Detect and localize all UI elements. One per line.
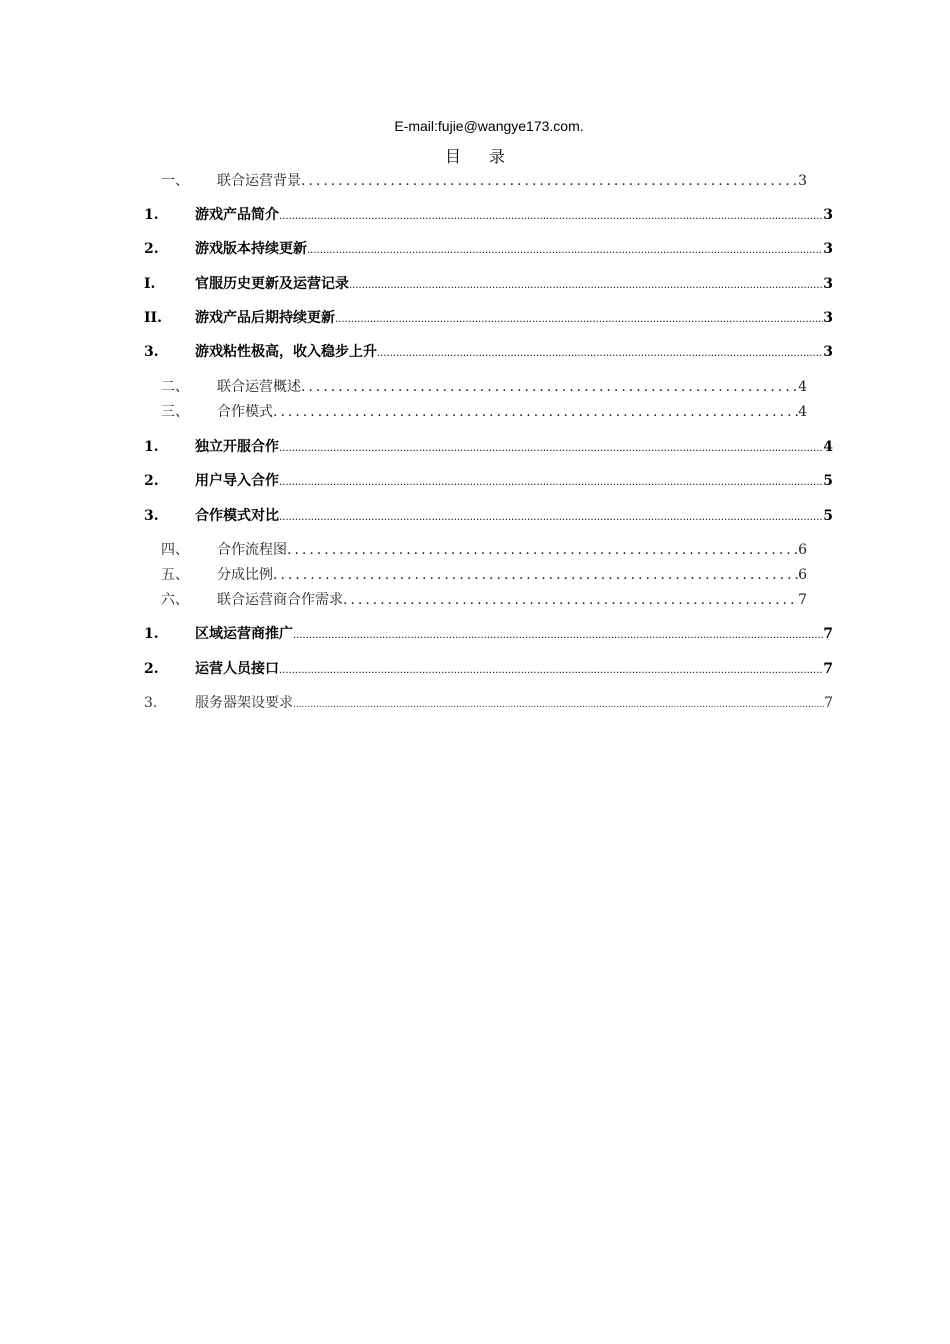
toc-entry-number: 四、	[161, 542, 189, 558]
toc-entry-title: 运营人员接口	[195, 661, 279, 677]
toc-entry-page: 3	[823, 207, 833, 223]
toc-entry[interactable]	[144, 238, 833, 258]
toc-entry-title: 游戏粘性极高，收入稳步上升	[195, 344, 377, 360]
toc-entry[interactable]	[144, 204, 833, 224]
toc-leader-dots	[343, 592, 798, 608]
toc-entry-page: 5	[823, 473, 833, 489]
toc-entry-title: 分成比例	[217, 567, 273, 583]
toc-leader-dots	[293, 630, 823, 641]
toc-entry-title: 合作模式对比	[195, 508, 279, 524]
toc-entry-number: 三、	[161, 404, 189, 420]
toc-entry-number: 1.	[144, 626, 159, 642]
toc-entry-page: 7	[823, 626, 833, 642]
toc-entry[interactable]	[144, 436, 833, 456]
toc-entry-number: 2.	[144, 241, 159, 257]
toc-entry[interactable]	[144, 692, 833, 712]
toc-leader-dots	[293, 700, 824, 710]
toc-entry[interactable]	[161, 564, 807, 584]
email-line: E-mail:fujie@wangye173.com.	[394, 118, 584, 134]
toc-entry-page: 6	[798, 542, 807, 558]
toc-entry[interactable]	[144, 623, 833, 643]
toc-leader-dots	[335, 314, 823, 325]
toc-entry-page: 3	[798, 173, 807, 189]
toc-entry-number: 一、	[161, 173, 189, 189]
toc-title: 目录	[444, 147, 533, 166]
toc-leader-dots	[301, 173, 798, 189]
toc-entry-number: II.	[144, 310, 162, 326]
toc-entry-page: 3	[823, 241, 833, 257]
toc-leader-dots	[273, 404, 798, 420]
toc-entry-page: 7	[823, 661, 833, 677]
toc-entry-number: 1.	[144, 439, 159, 455]
toc-entry-number: 2.	[144, 661, 159, 677]
toc-entry-title: 游戏版本持续更新	[195, 241, 307, 257]
toc-leader-dots	[273, 567, 798, 583]
toc-entry-title: 服务器架设要求	[195, 695, 293, 711]
toc-entry[interactable]	[144, 505, 833, 525]
toc-entry-page: 5	[823, 508, 833, 524]
toc-entry-title: 合作流程图	[217, 542, 287, 558]
toc-leader-dots	[377, 348, 823, 359]
toc-entry[interactable]	[161, 170, 807, 190]
toc-entry-title: 合作模式	[217, 404, 273, 420]
toc-entry-page: 3	[823, 310, 833, 326]
toc-entry-title: 联合运营商合作需求	[217, 592, 343, 608]
toc-leader-dots	[279, 512, 823, 523]
toc-entry-title: 区域运营商推广	[195, 626, 293, 642]
toc-entry-number: 2.	[144, 473, 159, 489]
toc-entry-number: 3.	[144, 508, 159, 524]
toc-entry-page: 7	[824, 695, 833, 711]
toc-entry[interactable]	[161, 376, 807, 396]
toc-leader-dots	[301, 379, 798, 395]
toc-leader-dots	[279, 477, 823, 488]
toc-entry-page: 7	[798, 592, 807, 608]
toc-entry-title: 联合运营背景	[217, 173, 301, 189]
toc-entry[interactable]	[144, 307, 833, 327]
toc-entry-title: 联合运营概述	[217, 379, 301, 395]
toc-entry-page: 6	[798, 567, 807, 583]
toc-entry[interactable]	[144, 470, 833, 490]
toc-leader-dots	[307, 245, 823, 256]
toc-entry-page: 4	[798, 404, 807, 420]
toc-entry-number: 1.	[144, 207, 159, 223]
toc-entry[interactable]	[144, 658, 833, 678]
toc-leader-dots	[279, 443, 823, 454]
toc-entry-number: 二、	[161, 379, 189, 395]
toc-entry-page: 3	[823, 344, 833, 360]
toc-entry-page: 4	[823, 439, 833, 455]
toc-entry-page: 4	[798, 379, 807, 395]
toc-entry[interactable]	[161, 401, 807, 421]
toc-entry-title: 游戏产品简介	[195, 207, 279, 223]
toc-entry-title: 用户导入合作	[195, 473, 279, 489]
toc-entry-number: 3.	[144, 344, 159, 360]
toc-entry-title: 游戏产品后期持续更新	[195, 310, 335, 326]
toc-entry[interactable]	[144, 273, 833, 293]
toc-entry-number: 3.	[144, 695, 158, 711]
toc-entry[interactable]	[144, 341, 833, 361]
toc-entry-number: 五、	[161, 567, 189, 583]
toc-entry-page: 3	[823, 276, 833, 292]
toc-entry-title: 官服历史更新及运营记录	[195, 276, 349, 292]
toc-entry[interactable]	[161, 589, 807, 609]
toc-entry-title: 独立开服合作	[195, 439, 279, 455]
toc-entry-number: 六、	[161, 592, 189, 608]
toc-entry[interactable]	[161, 539, 807, 559]
toc-leader-dots	[287, 542, 798, 558]
toc-entry-number: I.	[144, 276, 156, 292]
toc-leader-dots	[279, 211, 823, 222]
toc-leader-dots	[279, 665, 823, 676]
toc-leader-dots	[349, 280, 823, 291]
